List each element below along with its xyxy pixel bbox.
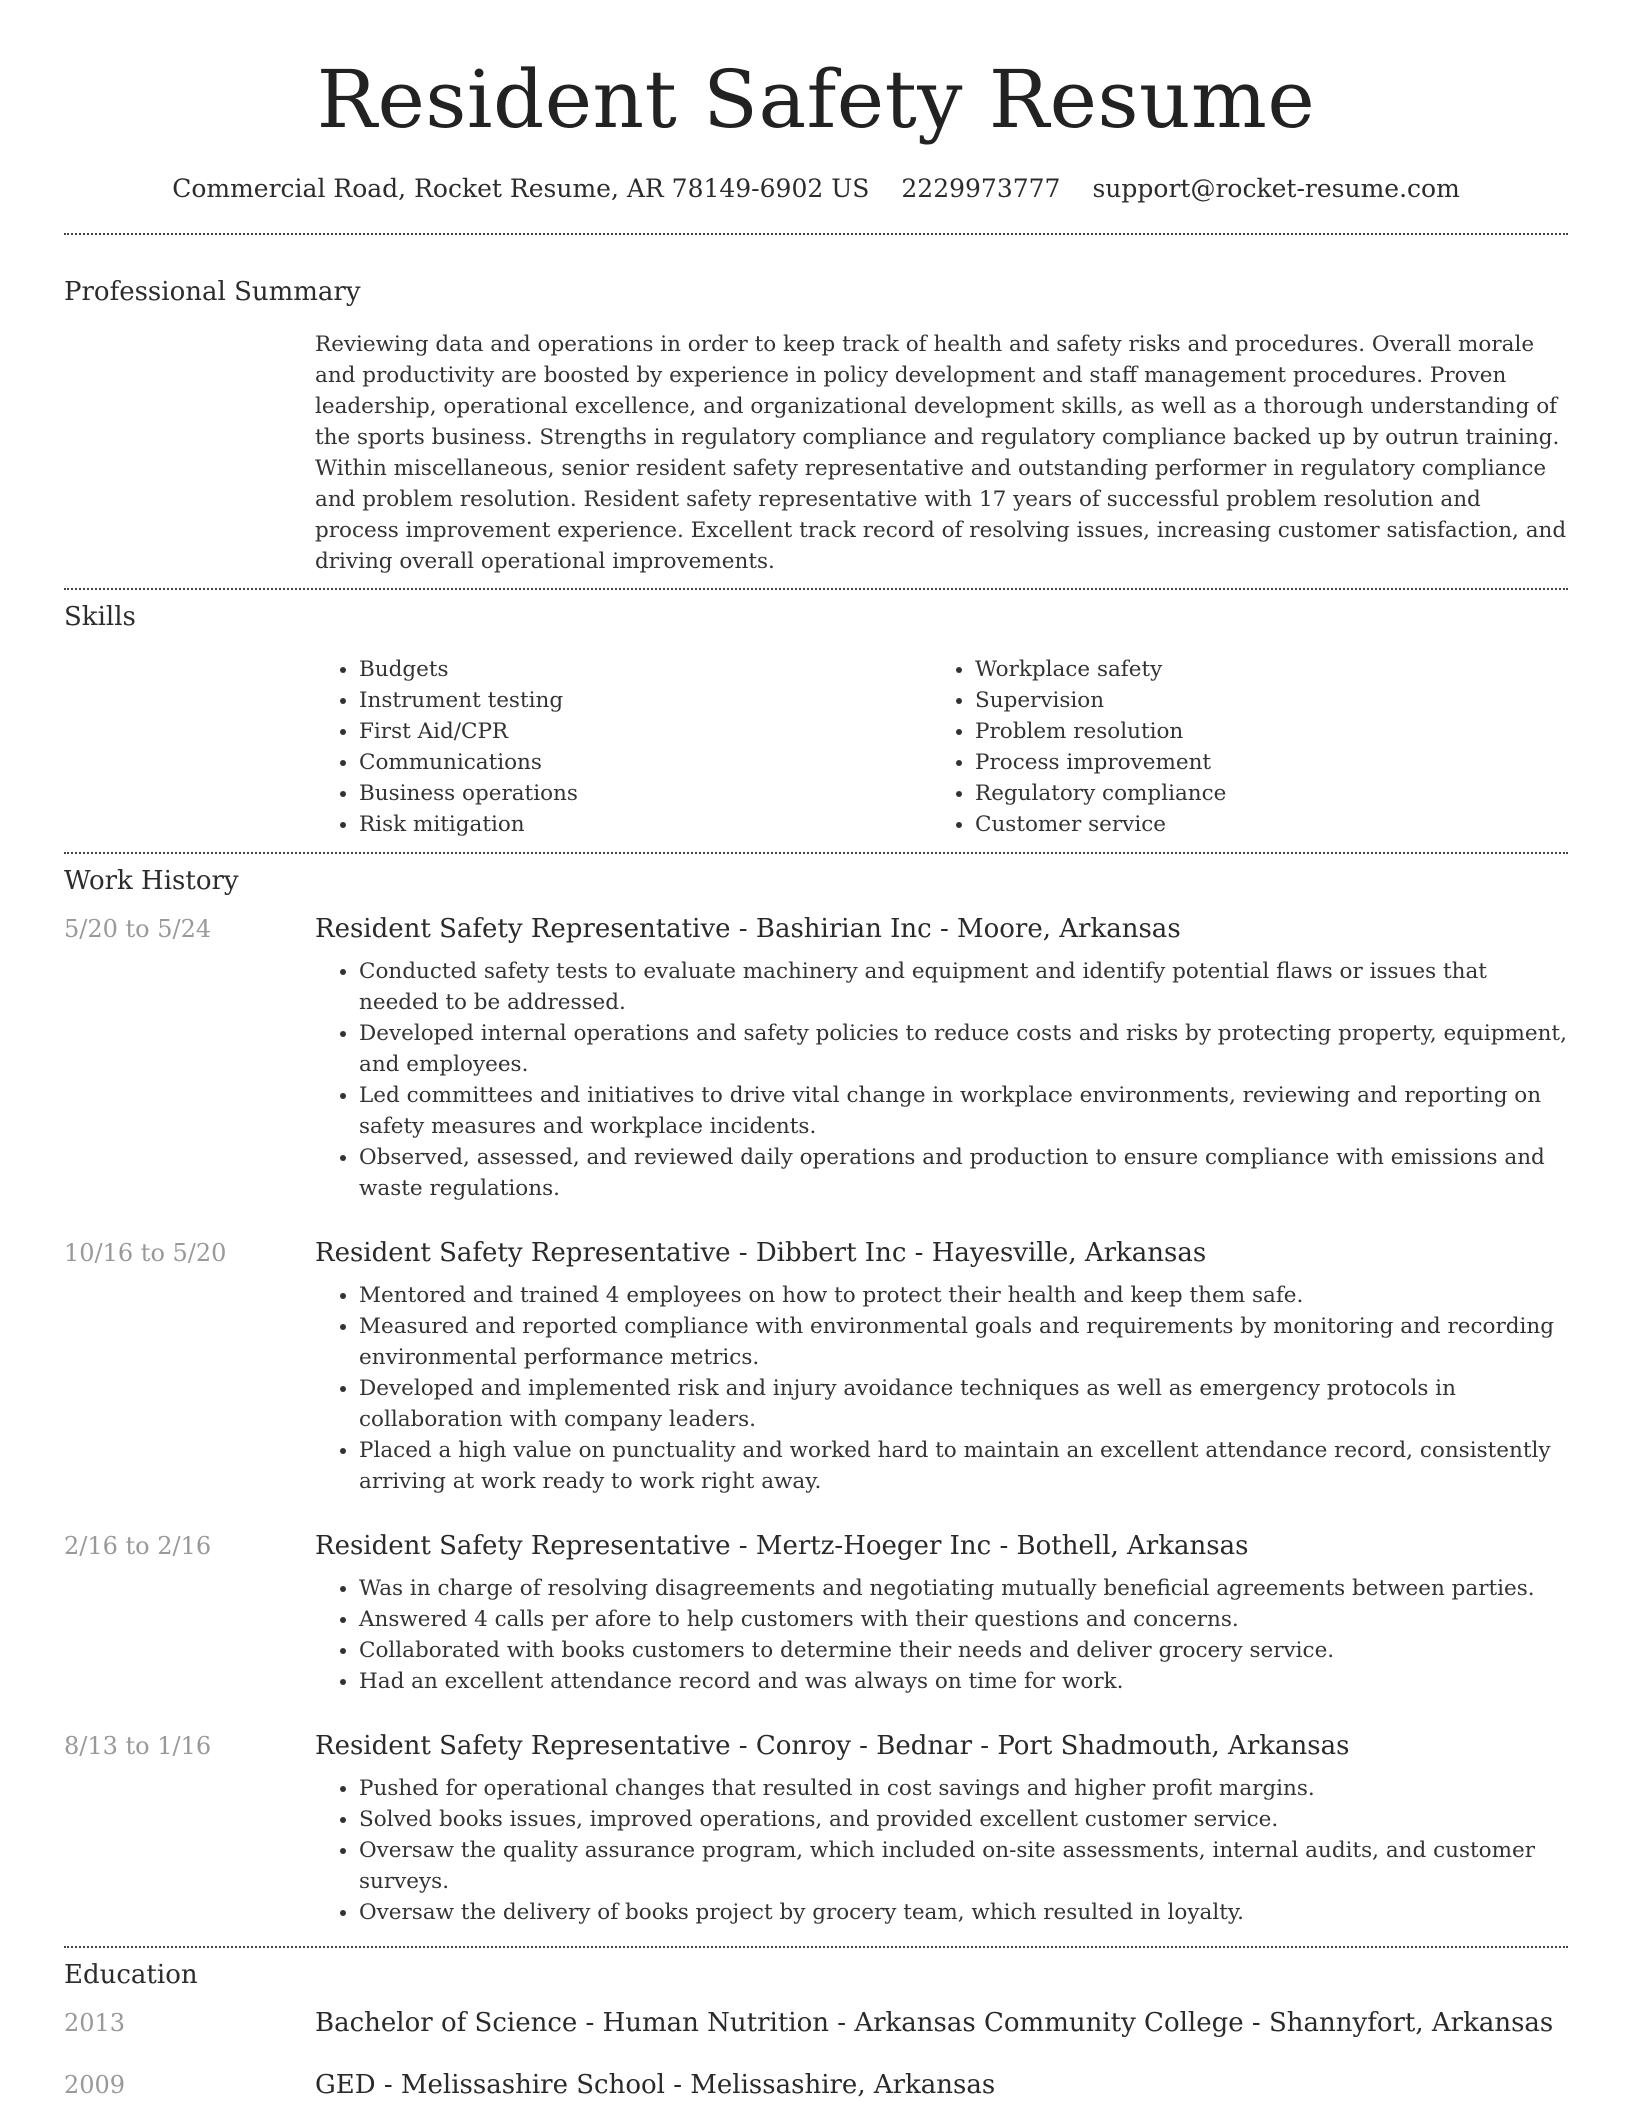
summary-section	[0, 277, 1632, 577]
job-bullet: • Mentored and trained 4 employees on how to protect their health and keep them safe.	[359, 1280, 1568, 1311]
summary-heading: Professional Summary	[64, 277, 361, 307]
skill-item: • Regulatory compliance	[975, 778, 1547, 809]
job-dates: 8/13 to 1/16	[64, 1732, 212, 1760]
job-entry	[64, 1238, 1568, 1497]
job-title: Resident Safety Representative - Conroy - Bednar - Port Shadmouth, Arkansas	[315, 1731, 1350, 1761]
job-dates: 5/20 to 5/24	[64, 915, 212, 943]
skills-list	[315, 654, 1568, 840]
job-dates: 2/16 to 2/16	[64, 1532, 212, 1560]
job-bullet: • Led committees and initiatives to drive vital change in workplace environments, reviewing and reporting on safety measures and workplace incidents.	[359, 1080, 1568, 1142]
job-bullet: • Collaborated with books customers to determine their needs and deliver grocery service.	[359, 1635, 1568, 1666]
email: support@rocket-resume.com	[1092, 174, 1460, 203]
skill-item: • Instrument testing	[359, 685, 931, 716]
phone: 2229973777	[901, 174, 1061, 203]
skill-item: • Budgets	[359, 654, 931, 685]
summary-text: Reviewing data and operations in order to keep track of health and safety risks and procedures. Overall morale and productivity are boosted by experience in policy development and staff management procedures. Proven leadership, operational excellence, and organizational development skills, as well as a thorough understanding of the sports business. Strengths in regulatory compliance and regulatory compliance backed up by outrun training. Within miscellaneous, senior resident safety representative and outstanding performer in regulatory compliance and problem resolution. Resident safety representative with 17 years of successful problem resolution and process improvement experience. Excellent track record of resolving issues, increasing customer satisfaction, and driving overall operational improvements.	[315, 332, 1567, 574]
skill-item: • First Aid/CPR	[359, 716, 931, 747]
divider	[64, 233, 1568, 235]
divider	[64, 588, 1568, 590]
job-entry	[64, 1531, 1568, 1697]
job-bullets	[315, 1573, 1568, 1697]
education-heading: Education	[64, 1960, 198, 1990]
education-section	[0, 1960, 1632, 2100]
skills-column-right	[931, 654, 1547, 840]
skill-item: • Process improvement	[975, 747, 1547, 778]
job-bullet: • Observed, assessed, and reviewed daily operations and production to ensure compliance with emissions and waste regulations.	[359, 1142, 1568, 1204]
job-bullet: • Answered 4 calls per afore to help customers with their questions and concerns.	[359, 1604, 1568, 1635]
job-bullet: • Solved books issues, improved operations, and provided excellent customer service.	[359, 1804, 1568, 1835]
job-bullets	[315, 1280, 1568, 1497]
job-bullet: • Conducted safety tests to evaluate machinery and equipment and identify potential flaws or issues that needed to be addressed.	[359, 956, 1568, 1018]
job-bullets	[315, 1773, 1568, 1928]
skill-item: • Business operations	[359, 778, 931, 809]
job-title: Resident Safety Representative - Mertz-Hoeger Inc - Bothell, Arkansas	[315, 1531, 1249, 1561]
job-bullets	[315, 956, 1568, 1204]
contact-line	[0, 174, 1632, 203]
job-title: Resident Safety Representative - Bashirian Inc - Moore, Arkansas	[315, 914, 1181, 944]
education-year: 2013	[64, 2009, 126, 2037]
skills-section	[0, 602, 1632, 840]
job-bullet: • Had an excellent attendance record and was always on time for work.	[359, 1666, 1568, 1697]
skill-item: • Supervision	[975, 685, 1547, 716]
education-degree: Bachelor of Science - Human Nutrition - Arkansas Community College - Shannyfort, Arkansas	[315, 2008, 1554, 2038]
work-section	[0, 866, 1632, 1928]
skill-item: • Problem resolution	[975, 716, 1547, 747]
job-bullet: • Pushed for operational changes that resulted in cost savings and higher profit margins.	[359, 1773, 1568, 1804]
job-bullet: • Placed a high value on punctuality and worked hard to maintain an excellent attendance record, consistently arriving at work ready to work right away.	[359, 1435, 1568, 1497]
job-title: Resident Safety Representative - Dibbert Inc - Hayesville, Arkansas	[315, 1238, 1207, 1268]
skills-column-left	[315, 654, 931, 840]
job-bullet: • Oversaw the quality assurance program, which included on-site assessments, internal audits, and customer surveys.	[359, 1835, 1568, 1897]
job-dates: 10/16 to 5/20	[64, 1239, 227, 1267]
job-bullet: • Oversaw the delivery of books project by grocery team, which resulted in loyalty.	[359, 1897, 1568, 1928]
job-bullet: • Measured and reported compliance with environmental goals and requirements by monitoring and recording environmental performance metrics.	[359, 1311, 1568, 1373]
job-entry	[64, 914, 1568, 1204]
education-entry	[64, 2070, 1568, 2100]
education-entry	[64, 2008, 1568, 2038]
address: Commercial Road, Rocket Resume, AR 78149-6902 US	[172, 174, 870, 203]
job-bullet: • Developed and implemented risk and injury avoidance techniques as well as emergency protocols in collaboration with company leaders.	[359, 1373, 1568, 1435]
divider	[64, 1946, 1568, 1948]
education-degree: GED - Melissashire School - Melissashire, Arkansas	[315, 2070, 996, 2100]
skill-item: • Risk mitigation	[359, 809, 931, 840]
job-bullet: • Developed internal operations and safety policies to reduce costs and risks by protecting property, equipment, and employees.	[359, 1018, 1568, 1080]
job-entry	[64, 1731, 1568, 1928]
skill-item: • Workplace safety	[975, 654, 1547, 685]
education-year: 2009	[64, 2071, 126, 2099]
divider	[64, 852, 1568, 854]
job-bullet: • Was in charge of resolving disagreements and negotiating mutually beneficial agreements between parties.	[359, 1573, 1568, 1604]
work-heading: Work History	[64, 866, 239, 896]
resume-title: Resident Safety Resume	[316, 53, 1316, 146]
skill-item: • Communications	[359, 747, 931, 778]
skills-heading: Skills	[64, 602, 136, 632]
skill-item: • Customer service	[975, 809, 1547, 840]
